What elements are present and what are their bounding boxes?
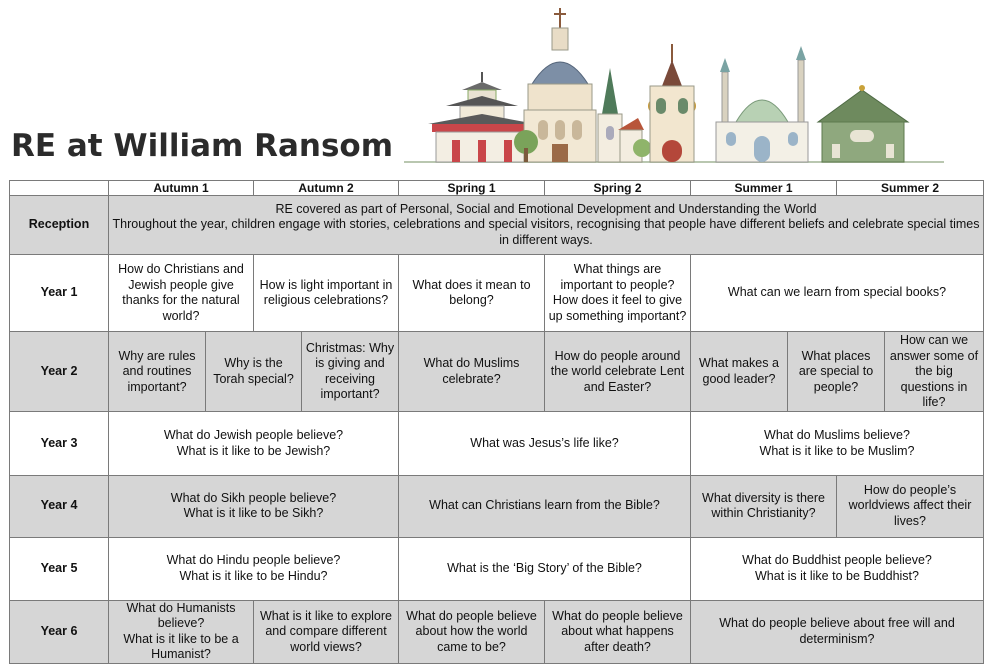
unit-question: What do Hindu people believe? (166, 553, 341, 568)
term-header: Spring 2 (545, 181, 691, 196)
unit-cell (691, 412, 984, 475)
unit-cell: What places are special to people? (788, 332, 885, 412)
year2-row (10, 332, 984, 412)
unit-cell: Why are rules and routines important? (109, 332, 206, 412)
term-header: Summer 2 (837, 181, 984, 196)
year5-row (10, 537, 984, 600)
unit-cell (109, 475, 399, 537)
reception-row (10, 196, 984, 255)
unit-cell (109, 600, 254, 663)
unit-question: What do Jewish people believe? (163, 428, 344, 442)
year4-row (10, 475, 984, 537)
unit-cell: What can we learn from special books? (691, 255, 984, 332)
row-label: Year 1 (10, 255, 109, 332)
religious-buildings-illustration (404, 2, 944, 170)
term-header: Autumn 2 (254, 181, 399, 196)
unit-cell: How can we answer some of the big questions in life? (885, 332, 984, 412)
unit-cell: How do Christians and Jewish people give thanks for the natural world? (109, 255, 254, 332)
corner-cell (10, 181, 109, 196)
unit-cell: What do Muslims celebrate? (399, 332, 545, 412)
unit-question: What do Muslims believe? (764, 428, 910, 442)
reception-line-2: Throughout the year, children engage with stories, celebrations and special visitors, recognising that people have different beliefs and celebrate special times in different ways. (112, 217, 980, 247)
term-header: Spring 1 (399, 181, 545, 196)
reception-line-1: RE covered as part of Personal, Social and Emotional Development and Understanding the World (275, 201, 817, 216)
year1-row (10, 255, 984, 332)
unit-cell: What things are important to people? How does it feel to give up something important? (545, 255, 691, 332)
unit-cell (109, 412, 399, 475)
mosque-illustration (716, 46, 808, 162)
unit-question: What is it like to be Sikh? (183, 506, 324, 521)
year6-row (10, 600, 984, 663)
unit-question: What do Buddhist people believe? (742, 553, 932, 568)
unit-question: What do Humanists believe? (126, 600, 236, 631)
row-label: Year 4 (10, 475, 109, 537)
row-label: Reception (10, 196, 109, 255)
unit-cell: Christmas: Why is giving and receiving important? (302, 332, 399, 412)
year3-row (10, 412, 984, 475)
page-title: RE at William Ransom (11, 128, 393, 164)
unit-cell: How do people’s worldviews affect their lives? (837, 475, 984, 537)
row-label: Year 6 (10, 600, 109, 663)
row-label: Year 2 (10, 332, 109, 412)
unit-question: What is it like to be Muslim? (759, 443, 915, 458)
unit-cell (691, 537, 984, 600)
unit-cell: What is the ‘Big Story’ of the Bible? (399, 537, 691, 600)
unit-question: What do Sikh people believe? (170, 490, 337, 505)
header-row (10, 181, 984, 196)
unit-cell (109, 537, 399, 600)
re-curriculum-table (9, 180, 984, 664)
unit-cell: What do people believe about how the world came to be? (399, 600, 545, 663)
unit-cell: What can Christians learn from the Bible? (399, 475, 691, 537)
unit-cell: What was Jesus’s life like? (399, 412, 691, 475)
unit-cell: What does it mean to belong? (399, 255, 545, 332)
unit-question: What is it like to be Buddhist? (755, 568, 919, 583)
unit-cell: What do people believe about what happens after death? (545, 600, 691, 663)
unit-question: What is it like to be Hindu? (179, 568, 328, 583)
temple-illustration (818, 85, 908, 162)
unit-question: What is it like to be Jewish? (176, 443, 331, 458)
unit-cell: Why is the Torah special? (206, 332, 302, 412)
term-header: Autumn 1 (109, 181, 254, 196)
unit-cell: What diversity is there within Christianity? (691, 475, 837, 537)
unit-cell: How is light important in religious celebrations? (254, 255, 399, 332)
orthodox-church-illustration (648, 44, 696, 162)
unit-cell: What is it like to explore and compare different world views? (254, 600, 399, 663)
row-label: Year 5 (10, 537, 109, 600)
term-header: Summer 1 (691, 181, 837, 196)
unit-question: What is it like to be a Humanist? (123, 631, 239, 662)
reception-description (109, 196, 984, 255)
unit-cell: What do people believe about free will and determinism? (691, 600, 984, 663)
row-label: Year 3 (10, 412, 109, 475)
unit-cell: How do people around the world celebrate Lent and Easter? (545, 332, 691, 412)
unit-cell: What makes a good leader? (691, 332, 788, 412)
